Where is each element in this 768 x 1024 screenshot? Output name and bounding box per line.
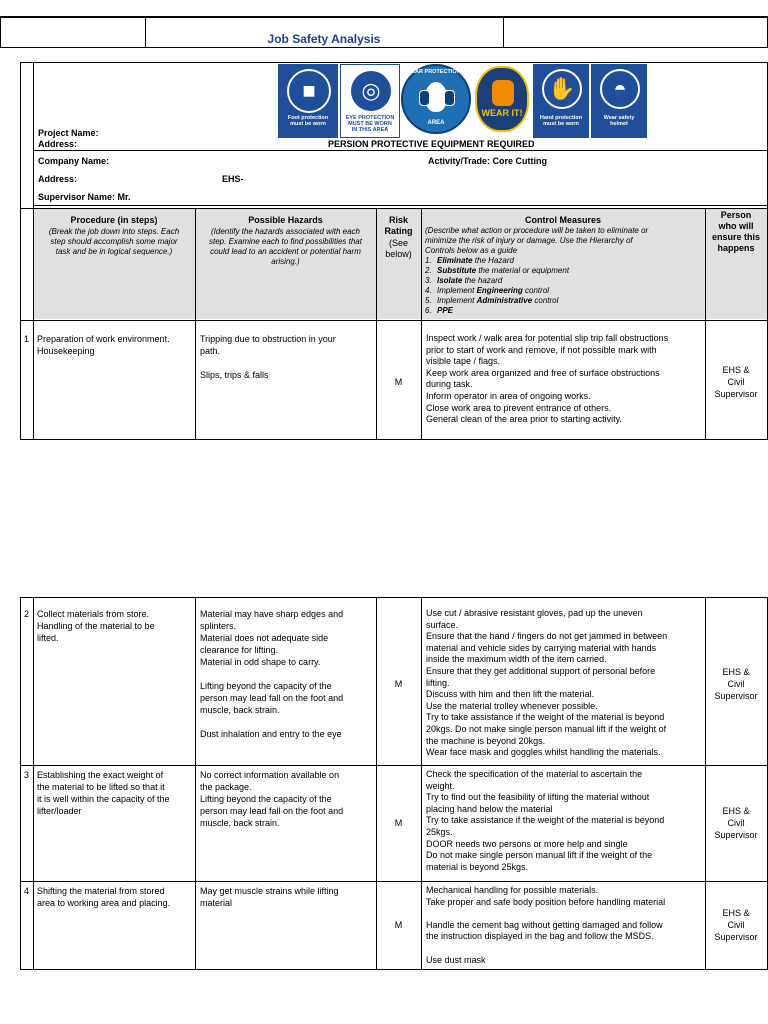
step-hazard: clearance for lifting.	[200, 645, 279, 655]
hierarchy-rest: control	[522, 286, 550, 295]
hazards-header-desc: (Identify the hazards associated with each	[211, 227, 360, 236]
sign-label: WEAR IT!	[481, 108, 523, 118]
procedure-header-desc: (Break the job down into steps. Each	[48, 227, 180, 236]
step-control: the instruction displayed in the bag and follow the MSDS.	[426, 931, 654, 942]
ppe-heading: PERSION PROTECTIVE EQUIPMENT REQUIRED	[328, 139, 535, 149]
responsible-person: Supervisor	[714, 932, 758, 942]
header-right-cell	[503, 18, 767, 47]
column-divider	[421, 597, 422, 970]
step-hazard: person may lead fall on the foot and	[200, 693, 344, 703]
ear-muff-left	[419, 90, 430, 106]
sign-caption: must be worn	[290, 121, 326, 127]
step-control: placing hand below the material	[426, 803, 553, 814]
step-control: Take proper and safe body position before handling material	[426, 896, 666, 907]
column-header-bottom	[20, 320, 768, 321]
responsible-person: EHS &	[722, 805, 750, 816]
step-hazard: the package.	[200, 782, 252, 792]
table2-left-border	[20, 597, 21, 970]
step-hazard: Tripping due to obstruction in your	[200, 334, 336, 344]
hierarchy-item	[425, 306, 453, 316]
step-hazard: Slips, trips & falls	[200, 370, 269, 380]
column-divider	[195, 208, 196, 440]
column-divider	[33, 597, 34, 970]
step-control: weight.	[426, 780, 455, 791]
goggles-sign	[340, 64, 400, 138]
hierarchy-key: Engineering	[476, 286, 523, 295]
activity-trade: Activity/Trade: Core Cutting	[428, 156, 548, 166]
table2-top-border	[20, 597, 768, 598]
hierarchy-rest: control	[532, 296, 559, 305]
address-label: Address:	[38, 139, 78, 149]
responsible-person: EHS &	[722, 365, 750, 375]
responsible-person: Supervisor	[714, 829, 758, 840]
step-control: Use the material trolley whenever possible.	[426, 700, 598, 711]
project-row-divider	[33, 150, 768, 151]
header-left-cell	[1, 18, 146, 47]
hierarchy-number: 6.	[425, 306, 432, 315]
hierarchy-prefix: Implement	[437, 296, 477, 305]
step-hazard: Material in odd shape to carry.	[200, 657, 321, 667]
helmet-icon: ◓	[600, 69, 640, 109]
step-control: material and vehicle sides by carrying material with hands	[426, 642, 657, 653]
step-control: Try to take assistance if the weight of the material is beyond	[426, 712, 665, 723]
step-procedure: Establishing the exact weight of	[37, 770, 164, 780]
step-procedure: Shifting the material from stored	[37, 886, 165, 896]
step-procedure: the material to be lifted so that it	[37, 782, 165, 792]
step-control: Discuss with him and then lift the material.	[426, 689, 595, 700]
step-hazard: path.	[200, 346, 221, 356]
page-title: Job Safety Analysis	[267, 32, 381, 46]
step-control: Try to find out the feasibility of lifting the material without	[426, 792, 650, 803]
sign-label: AREA	[427, 120, 445, 126]
step-control: prior to start of work and remove, if not possible mark with	[426, 344, 657, 355]
step-control: Close work area to prevent entrance of others.	[426, 402, 612, 413]
risk-header: Risk	[388, 215, 408, 225]
step-number: 1	[23, 334, 29, 344]
hierarchy-key: Isolate	[437, 276, 463, 285]
column-divider	[421, 208, 422, 440]
helmet-sign	[591, 64, 647, 138]
hierarchy-rest: the Hazard	[472, 256, 514, 265]
step-control: 25kgs.	[426, 827, 453, 837]
control-header: Control Measures	[524, 215, 602, 225]
person-header: who will	[718, 221, 754, 231]
step-control: Wear face mask and goggles whilst handling the materials.	[426, 747, 661, 758]
hierarchy-key: Administrative	[476, 296, 533, 305]
responsible-person: EHS &	[722, 667, 750, 677]
procedure-header: Procedure (in steps)	[70, 215, 158, 225]
hierarchy-item	[425, 286, 549, 296]
step-hazard: Dust inhalation and entry to the eye	[200, 729, 342, 739]
row-divider	[20, 765, 768, 766]
life-vest-icon	[475, 66, 529, 132]
responsible-person: Civil	[727, 377, 745, 387]
responsible-person: Civil	[727, 920, 745, 930]
hierarchy-key: PPE	[437, 306, 454, 315]
row-divider	[20, 881, 768, 882]
responsible-person: Supervisor	[714, 691, 758, 701]
risk-rating: M	[394, 377, 403, 387]
control-header-desc: (Describe what action or procedure will be taken to eliminate or	[425, 226, 649, 235]
procedure-header-desc: step should accomplish some major	[50, 237, 178, 246]
gloves-icon: ✋	[542, 69, 582, 109]
table1-bottom-border	[20, 439, 768, 440]
step-number: 3	[23, 770, 29, 780]
step-control: during task.	[426, 379, 473, 390]
step-hazard: No correct information available on	[200, 770, 340, 780]
control-header-desc: Controls below as a guide	[425, 246, 518, 255]
step-control: DOOR needs two persons or more help and single	[426, 838, 628, 849]
hierarchy-key: Substitute	[437, 266, 477, 275]
boot-sign	[278, 64, 338, 138]
step-control: Keep work area organized and free of surface obstructions	[426, 367, 660, 378]
step-hazard: Material may have sharp edges and	[200, 609, 344, 619]
step-control: Inform operator in area of ongoing works.	[426, 391, 591, 401]
step-hazard: Material does not adequate side	[200, 633, 329, 643]
hierarchy-key: Eliminate	[437, 256, 473, 265]
sign-caption: IN THIS AREA	[351, 127, 389, 133]
step-control: 20kgs. Do not make single person manual lift if the weight of	[426, 724, 667, 734]
column-divider	[376, 597, 377, 970]
sign-caption: MUST BE WORN	[348, 121, 392, 127]
step-procedure: Collect materials from store.	[37, 609, 150, 619]
gloves-sign	[533, 64, 589, 138]
step-procedure: Handling of the material to be	[37, 621, 155, 631]
address2-label: Address:	[38, 174, 78, 184]
person-header: happens	[717, 243, 755, 253]
hazards-header-desc: could lead to an accident or potential harm	[210, 247, 361, 256]
hazards-header-desc: step. Examine each to find possibilities that	[209, 237, 362, 246]
step-procedure: area to working area and placing.	[37, 898, 171, 908]
risk-header-desc: (See	[388, 238, 408, 248]
hierarchy-item	[425, 256, 514, 266]
hazards-header: Possible Hazards	[248, 215, 323, 225]
step-procedure: Housekeeping	[37, 346, 95, 356]
risk-header-desc: below)	[385, 249, 412, 259]
vest-shape	[492, 80, 514, 106]
step-number: 4	[23, 886, 29, 896]
hierarchy-number: 1.	[425, 256, 432, 265]
step-control: lifting.	[426, 677, 450, 688]
step-control: Use dust mask	[426, 954, 486, 965]
sign-caption: Wear safety	[603, 115, 635, 121]
ear-protection-icon	[401, 64, 471, 134]
risk-header: Rating	[384, 226, 413, 236]
step-procedure: lifted.	[37, 633, 59, 643]
step-control: Ensure that the hand / fingers do not get jammed in between	[426, 631, 668, 642]
step-procedure: lifter/loader	[37, 806, 82, 816]
step-hazard: Lifting beyond the capacity of the	[200, 681, 332, 691]
person-header: Person	[720, 210, 752, 220]
sign-caption: helmet	[610, 121, 628, 127]
hierarchy-number: 2.	[425, 266, 432, 275]
step-control: Mechanical handling for possible materials.	[426, 885, 599, 895]
step-number: 2	[23, 609, 29, 619]
hierarchy-number: 4.	[425, 286, 432, 295]
sign-caption: EYE PROTECTION	[345, 115, 395, 121]
table2-bottom-border	[20, 969, 768, 970]
step-hazard: splinters.	[200, 621, 237, 631]
step-control: the machine is beyond 20kgs.	[426, 735, 546, 746]
ear-muff-right	[444, 90, 455, 106]
risk-rating: M	[394, 679, 403, 689]
control-header-desc: minimize the risk of injury or damage. Use the Hierarchy of	[425, 236, 633, 245]
step-control: Use cut / abrasive resistant gloves, pad up the uneven	[426, 608, 643, 618]
page-header	[0, 16, 768, 48]
hierarchy-number: 5.	[425, 296, 432, 305]
project-name-label: Project Name:	[38, 128, 99, 138]
person-header: ensure this	[711, 232, 760, 242]
ear-protection-sign	[401, 64, 471, 136]
supervisor-name: Supervisor Name: Mr.	[38, 192, 131, 202]
goggles-icon: ◎	[349, 69, 393, 113]
sign-caption: Foot protection	[287, 115, 329, 121]
procedure-header-desc: task and be in logical sequence.)	[55, 247, 173, 256]
sign-arc-text: EAR PROTECTION	[411, 69, 461, 75]
risk-rating: M	[394, 817, 403, 828]
responsible-person: Civil	[727, 679, 745, 689]
life-vest-sign	[475, 64, 529, 136]
responsible-person: EHS &	[722, 908, 750, 918]
table1-left-border	[20, 62, 21, 440]
hierarchy-prefix: Implement	[437, 286, 477, 295]
step-control: General clean of the area prior to starting activity.	[426, 414, 622, 425]
step-control: inside the maximum width of the item carried.	[426, 654, 607, 665]
hierarchy-rest: the hazard	[462, 276, 503, 285]
hierarchy-item	[425, 296, 558, 306]
responsible-person: Supervisor	[714, 389, 758, 399]
risk-rating: M	[394, 920, 403, 930]
sign-caption: Hand protection	[539, 115, 583, 121]
step-hazard: May get muscle strains while lifting	[200, 886, 339, 896]
hierarchy-item	[425, 276, 502, 286]
sign-caption: must be worn	[543, 121, 579, 127]
step-procedure: Preparation of work environment.	[37, 334, 170, 344]
step-control: Do not make single person manual lift if the weight of the	[426, 850, 653, 861]
responsible-person: Civil	[727, 817, 745, 828]
step-hazard: Lifting beyond the capacity of the	[200, 794, 332, 804]
supervisor-row-divider	[33, 205, 768, 206]
hierarchy-number: 3.	[425, 276, 432, 285]
step-control: material is beyond 25kgs.	[426, 861, 529, 872]
step-control: Check the specification of the material to ascertain the	[426, 769, 643, 779]
step-control: Ensure that they get additional support of personal before	[426, 666, 656, 676]
hierarchy-rest: the material or equipment	[476, 266, 570, 275]
step-control: surface.	[426, 619, 459, 630]
step-control: Handle the cement bag without getting damaged and follow	[426, 919, 663, 930]
step-hazard: muscle, back strain.	[200, 818, 280, 828]
step-procedure: it is well within the capacity of the	[37, 794, 170, 804]
company-name-label: Company Name:	[38, 156, 110, 166]
step-control: Try to take assistance if the weight of the material is beyond	[426, 815, 665, 826]
step-control: visible tape / flags.	[426, 356, 501, 367]
hierarchy-item	[425, 266, 569, 276]
step-hazard: person may lead fall on the foot and	[200, 806, 344, 816]
ehs-field: EHS-	[222, 174, 244, 184]
step-hazard: muscle, back strain.	[200, 705, 280, 715]
step-control: Inspect work / walk area for potential slip trip fall obstructions	[426, 333, 669, 343]
column-divider	[195, 597, 196, 970]
step-hazard: material	[200, 898, 233, 908]
boot-icon: ■	[287, 69, 331, 113]
hazards-header-desc: arising.)	[271, 257, 300, 266]
table1-top-border	[20, 62, 768, 63]
